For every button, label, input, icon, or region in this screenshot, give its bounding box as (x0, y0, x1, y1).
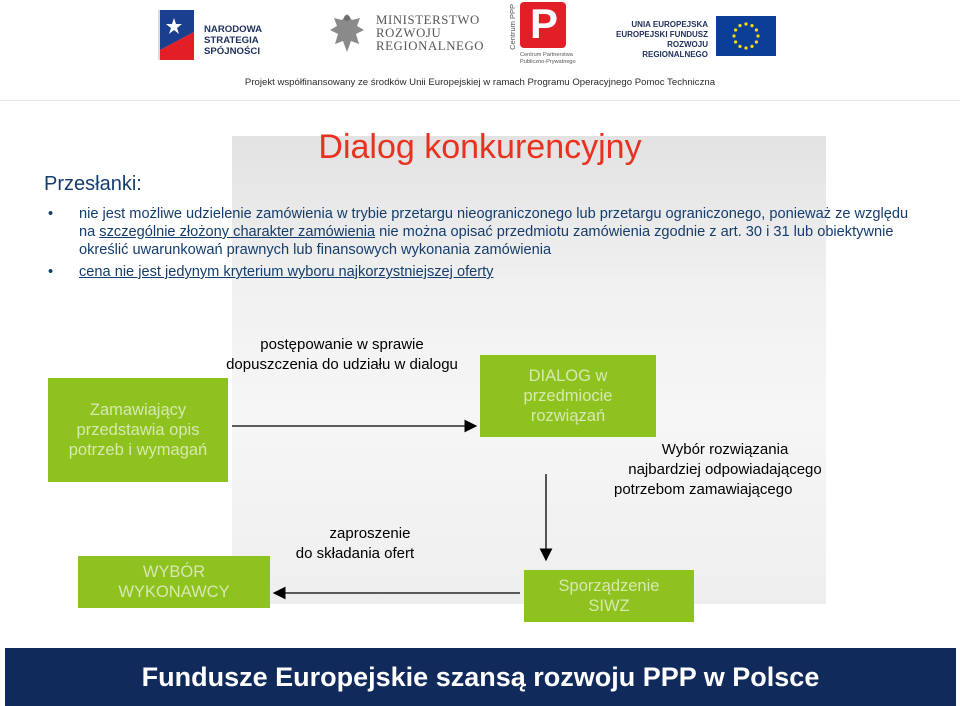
label-zaproszenie-line1: zaproszenie (329, 525, 411, 542)
footer-banner (5, 648, 956, 706)
logo1-line2: STRATEGIA SPÓJNOŚCI (204, 35, 260, 58)
bullet-1-post: nie można opisać przedmiotu zamówienia zgodnie z art. 30 i 31 lub obiektywnie określić uwarunkowań prawnych lub finansowych wykonania zamówienia (79, 224, 894, 258)
footer-text: Fundusze Europejskie szansą rozwoju PPP w Polsce (141, 662, 820, 692)
logo3-sub1: Centrum Partnerstwa (520, 52, 573, 58)
box-wybor-text: WYBÓR WYKONAWCY (118, 563, 230, 601)
logo2-line1: MINISTERSTWO (376, 13, 480, 27)
box-dialog-text: DIALOG w przedmiocie rozwiązań (523, 367, 613, 425)
label-wybor-rozwiazania (600, 440, 850, 500)
box-wybor (78, 556, 270, 608)
logo4-line3: ROZWOJU REGIONALNEGO (642, 40, 708, 59)
bullet-dot: • (48, 206, 54, 222)
box-sporzadzenie (524, 570, 694, 622)
logo3-letter: P (530, 0, 559, 47)
subheading: Przesłanki: (44, 173, 142, 195)
box-sporzadzenie-text: Sporządzenie SIWZ (558, 577, 660, 615)
logo3-side-label: Centrum PPP (508, 4, 517, 50)
logo1-line1: NARODOWA (204, 24, 263, 35)
bullet-1-underlined: szczególnie złożony charakter zamówienia (99, 224, 376, 240)
label-postepowanie (202, 335, 482, 375)
label-zaproszenie (270, 524, 440, 564)
label-wybor-rozw-line3: potrzebom zamawiającego (614, 481, 793, 498)
label-zaproszenie-line2: do składania ofert (295, 545, 415, 562)
bullet-2-underlined: cena nie jest jedynym kryterium wyboru najkorzystniejszej oferty (79, 264, 494, 280)
slide-title: Dialog konkurencyjny (318, 128, 642, 166)
box-zamawiajacy (48, 378, 228, 482)
logo2-line3: REGIONALNEGO (376, 39, 485, 53)
box-dialog (480, 355, 656, 437)
logo4-line1: UNIA EUROPEJSKA (631, 20, 708, 29)
label-wybor-rozw-line1: Wybór rozwiązania (661, 441, 789, 458)
label-postepowanie-line1: postępowanie w sprawie (260, 336, 424, 353)
bullet-dot: • (48, 264, 54, 280)
logo3-sub2: Publiczno-Prywatnego (520, 59, 576, 65)
label-wybor-rozw-line2: najbardziej odpowiadającego (628, 461, 822, 478)
logo2-line2: ROZWOJU (376, 26, 442, 40)
funding-note: Projekt współfinansowany ze środków Unii Europejskiej w ramach Programu Operacyjnego Pomoc Techniczna (244, 77, 716, 88)
bullet-1-pre: nie jest możliwe udzielenie zamówienia w trybie przetargu nieograniczonego lub przetargu ograniczonego, ponieważ ze względu na (79, 206, 909, 240)
label-postepowanie-line2: dopuszczenia do udziału w dialogu (226, 356, 458, 373)
logo4-line2: EUROPEJSKI FUNDUSZ (615, 30, 708, 39)
box-zamawiajacy-text: Zamawiający przedstawia opis potrzeb i wymagań (68, 401, 208, 459)
